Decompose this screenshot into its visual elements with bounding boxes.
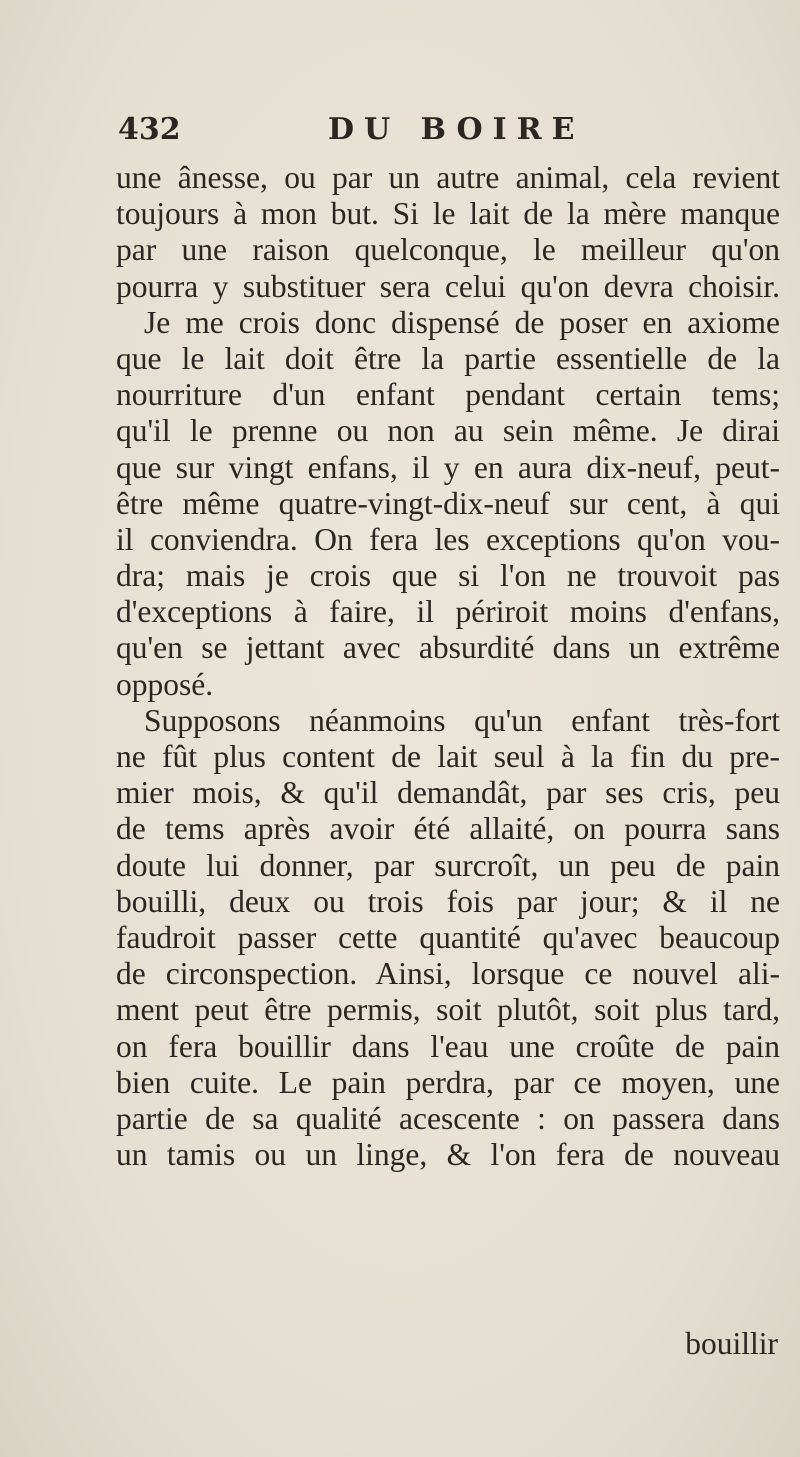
text-line: de tems après avoir été allaité, on pourra sans xyxy=(116,811,780,847)
text-line: être même quatre-vingt-dix-neuf sur cent, à qui xyxy=(116,485,780,521)
catchword: bouillir xyxy=(685,1326,778,1361)
text-line: faudroit passer cette quantité qu'avec beaucoup xyxy=(116,919,780,955)
text-line: que le lait doit être la partie essentielle de la xyxy=(116,340,780,376)
text-line: qu'en se jettant avec absurdité dans un extrême xyxy=(116,630,780,666)
page-header xyxy=(118,112,780,152)
page-number: 432 xyxy=(118,112,181,147)
text-line: qu'il le prenne ou non au sein même. Je dirai xyxy=(116,413,780,449)
text-line: bien cuite. Le pain perdra, par ce moyen, une xyxy=(116,1064,780,1100)
text-line: doute lui donner, par surcroît, un peu de pain xyxy=(116,847,780,883)
text-line: que sur vingt enfans, il y en aura dix-neuf, peut- xyxy=(116,449,780,485)
text-line: opposé. xyxy=(116,666,214,702)
text-line: par une raison quelconque, le meilleur qu'on xyxy=(116,232,780,268)
text-line: pourra y substituer sera celui qu'on devra choisir. xyxy=(116,268,780,304)
text-line: Je me crois donc dispensé de poser en axiome xyxy=(144,304,780,340)
text-line: il conviendra. On fera les exceptions qu'on vou- xyxy=(116,521,780,557)
text-line: une ânesse, ou par un autre animal, cela revient xyxy=(116,160,780,195)
text-line: mier mois, & qu'il demandât, par ses cris, peu xyxy=(116,775,780,811)
text-line: dra; mais je crois que si l'on ne trouvoit pas xyxy=(116,558,780,594)
text-line: bouilli, deux ou trois fois par jour; & il ne xyxy=(116,883,780,919)
text-line: ne fût plus content de lait seul à la fin du pre- xyxy=(116,739,780,774)
text-line: de circonspection. Ainsi, lorsque ce nouvel ali- xyxy=(116,956,780,992)
text-line: ment peut être permis, soit plutôt, soit plus tard, xyxy=(116,992,780,1028)
text-line: on fera bouillir dans l'eau une croûte de pain xyxy=(116,1028,780,1064)
text-line: un tamis ou un linge, & l'on fera de nouveau xyxy=(116,1137,780,1173)
text-line: partie de sa qualité acescente : on passera dans xyxy=(116,1100,780,1136)
running-head: DU BOIRE xyxy=(328,112,585,147)
body-text xyxy=(116,160,780,1173)
text-line: nourriture d'un enfant pendant certain tems; xyxy=(116,377,780,413)
text-line: Supposons néanmoins qu'un enfant très-fort xyxy=(144,702,780,738)
text-line: d'exceptions à faire, il périroit moins d'enfans, xyxy=(116,594,780,630)
text-line: toujours à mon but. Si le lait de la mère manque xyxy=(116,196,780,232)
